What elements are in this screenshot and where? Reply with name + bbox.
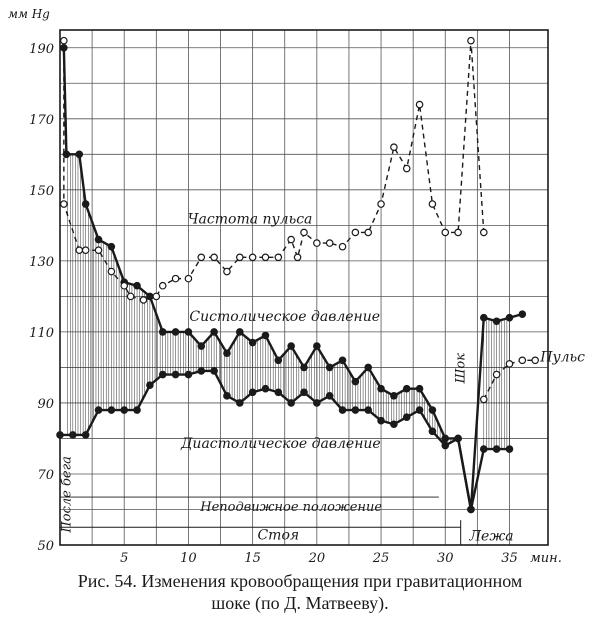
- pulse-point: [455, 229, 461, 235]
- systolic-point: [147, 293, 153, 299]
- diastolic-point: [134, 407, 140, 413]
- diastolic-point: [57, 432, 63, 438]
- pulse-point: [391, 144, 397, 150]
- y-tick-label: 150: [29, 183, 54, 199]
- diastolic-point: [172, 371, 178, 377]
- pulse-point: [76, 247, 82, 253]
- diastolic-point: [352, 407, 358, 413]
- diastolic-point: [429, 428, 435, 434]
- systolic-point: [352, 378, 358, 384]
- x-tick-label: 5: [120, 551, 129, 566]
- diastolic-point: [404, 414, 410, 420]
- pulse-lying-point: [493, 371, 499, 377]
- y-tick-label: 50: [37, 539, 54, 554]
- diastolic-point: [211, 368, 217, 374]
- x-tick-label: 30: [436, 551, 454, 566]
- diastolic-point: [339, 407, 345, 413]
- pulse-lying-point: [519, 357, 525, 363]
- diastolic-point: [237, 400, 243, 406]
- diastolic-point: [301, 389, 307, 395]
- pulse-point: [442, 229, 448, 235]
- caption-line-1: Рис. 54. Изменения кровообращения при гравитационном: [77, 571, 523, 591]
- pulse-point: [404, 165, 410, 171]
- diastolic-point: [365, 407, 371, 413]
- x-unit-label: мин.: [530, 551, 562, 566]
- pulse-point: [198, 254, 204, 260]
- systolic-point: [442, 435, 448, 441]
- pulse-point: [61, 37, 67, 43]
- diastolic-point: [185, 371, 191, 377]
- pulse-point: [249, 254, 255, 260]
- systolic-point: [429, 407, 435, 413]
- pulse-point: [352, 229, 358, 235]
- systolic-point: [275, 357, 281, 363]
- diastolic-point: [95, 407, 101, 413]
- diastolic-point: [224, 393, 230, 399]
- diastolic-point: [416, 407, 422, 413]
- x-tick-label: 10: [180, 551, 197, 566]
- pulse-point: [185, 275, 191, 281]
- systolic-point: [404, 386, 410, 392]
- pulse-right-annotation: Пульс: [540, 349, 586, 366]
- systolic-point: [391, 393, 397, 399]
- systolic-point: [301, 364, 307, 370]
- x-tick-label: 25: [372, 551, 390, 566]
- pulse-point: [108, 268, 114, 274]
- systolic-point: [493, 318, 499, 324]
- after-run-annotation: После бега: [59, 456, 75, 533]
- diastolic-point: [468, 506, 474, 512]
- systolic-point: [314, 343, 320, 349]
- pulse-lying-point: [481, 396, 487, 402]
- x-tick-label: 20: [308, 551, 326, 566]
- pulse-point: [275, 254, 281, 260]
- pulse-point: [61, 201, 67, 207]
- y-tick-label: 110: [29, 325, 54, 341]
- pulse-lying-point: [506, 361, 512, 367]
- diastolic-point: [378, 417, 384, 423]
- diastolic-point: [326, 393, 332, 399]
- pulse-point: [365, 229, 371, 235]
- pulse-point: [211, 254, 217, 260]
- systolic-point: [288, 343, 294, 349]
- diastolic-point: [262, 386, 268, 392]
- diastolic-annotation: Диастолическое давление: [181, 436, 381, 453]
- systolic-point: [76, 151, 82, 157]
- systolic-point: [481, 314, 487, 320]
- lying-annotation: Лежа: [469, 528, 514, 545]
- systolic-point: [61, 45, 67, 51]
- systolic-point: [211, 329, 217, 335]
- y-tick-label: 130: [29, 254, 54, 270]
- pulse-point: [481, 229, 487, 235]
- diastolic-point: [506, 446, 512, 452]
- diastolic-point: [82, 432, 88, 438]
- pulse-point: [301, 229, 307, 235]
- y-tick-label: 190: [29, 41, 54, 57]
- diastolic-point: [70, 432, 76, 438]
- pulse-point: [153, 293, 159, 299]
- systolic-point: [262, 332, 268, 338]
- immobile-annotation: Неподвижное положение: [200, 499, 383, 515]
- pulse-point: [172, 275, 178, 281]
- pulse-point: [468, 37, 474, 43]
- pulse-point: [95, 247, 101, 253]
- systolic-point: [416, 386, 422, 392]
- pulse-point: [82, 247, 88, 253]
- figure-caption: [0, 570, 600, 614]
- diastolic-point: [391, 421, 397, 427]
- systolic-point: [160, 329, 166, 335]
- systolic-point: [326, 364, 332, 370]
- y-tick-label: 70: [37, 467, 54, 483]
- y-tick-label: 170: [29, 112, 54, 128]
- pulse-point: [288, 236, 294, 242]
- systolic-point: [108, 243, 114, 249]
- caption-line-2: шоке (по Д. Матвееву).: [211, 593, 389, 613]
- pulse-point: [140, 297, 146, 303]
- systolic-point: [378, 386, 384, 392]
- pulse-point: [160, 283, 166, 289]
- diastolic-point: [249, 389, 255, 395]
- pulse-point: [429, 201, 435, 207]
- shock-annotation: Шок: [453, 352, 469, 384]
- systolic-point: [365, 364, 371, 370]
- pulse-point: [416, 101, 422, 107]
- systolic-annotation: Систолическое давление: [189, 309, 381, 326]
- pulse-point: [224, 268, 230, 274]
- systolic-point: [82, 201, 88, 207]
- systolic-point: [519, 311, 525, 317]
- diastolic-point: [442, 442, 448, 448]
- diastolic-point: [108, 407, 114, 413]
- pulse-point: [294, 254, 300, 260]
- x-tick-label: 15: [244, 551, 261, 566]
- systolic-point: [198, 343, 204, 349]
- systolic-point: [185, 329, 191, 335]
- pulse-point: [326, 240, 332, 246]
- systolic-point: [339, 357, 345, 363]
- y-tick-label: 90: [37, 396, 54, 412]
- standing-annotation: Стоя: [257, 527, 300, 544]
- pulse-point: [121, 283, 127, 289]
- pulse-point: [314, 240, 320, 246]
- diastolic-point: [275, 389, 281, 395]
- systolic-point: [224, 350, 230, 356]
- diastolic-point: [198, 368, 204, 374]
- y-unit-label: мм Hg: [8, 7, 50, 21]
- diastolic-point: [121, 407, 127, 413]
- pulse-annotation: Частота пульса: [187, 211, 313, 228]
- diastolic-point: [160, 371, 166, 377]
- diastolic-point: [481, 446, 487, 452]
- x-tick-label: 35: [501, 551, 518, 566]
- diastolic-point: [455, 435, 461, 441]
- pulse-point: [339, 243, 345, 249]
- diastolic-point: [147, 382, 153, 388]
- pulse-point: [127, 293, 133, 299]
- pulse-lying-point: [532, 357, 538, 363]
- systolic-point: [95, 236, 101, 242]
- diastolic-point: [493, 446, 499, 452]
- systolic-point: [134, 283, 140, 289]
- systolic-point: [172, 329, 178, 335]
- diastolic-point: [288, 400, 294, 406]
- pulse-point: [378, 201, 384, 207]
- pulse-point: [262, 254, 268, 260]
- systolic-point: [506, 314, 512, 320]
- pulse-point: [237, 254, 243, 260]
- systolic-point: [237, 329, 243, 335]
- diastolic-point: [314, 400, 320, 406]
- systolic-point: [63, 151, 69, 157]
- systolic-point: [249, 339, 255, 345]
